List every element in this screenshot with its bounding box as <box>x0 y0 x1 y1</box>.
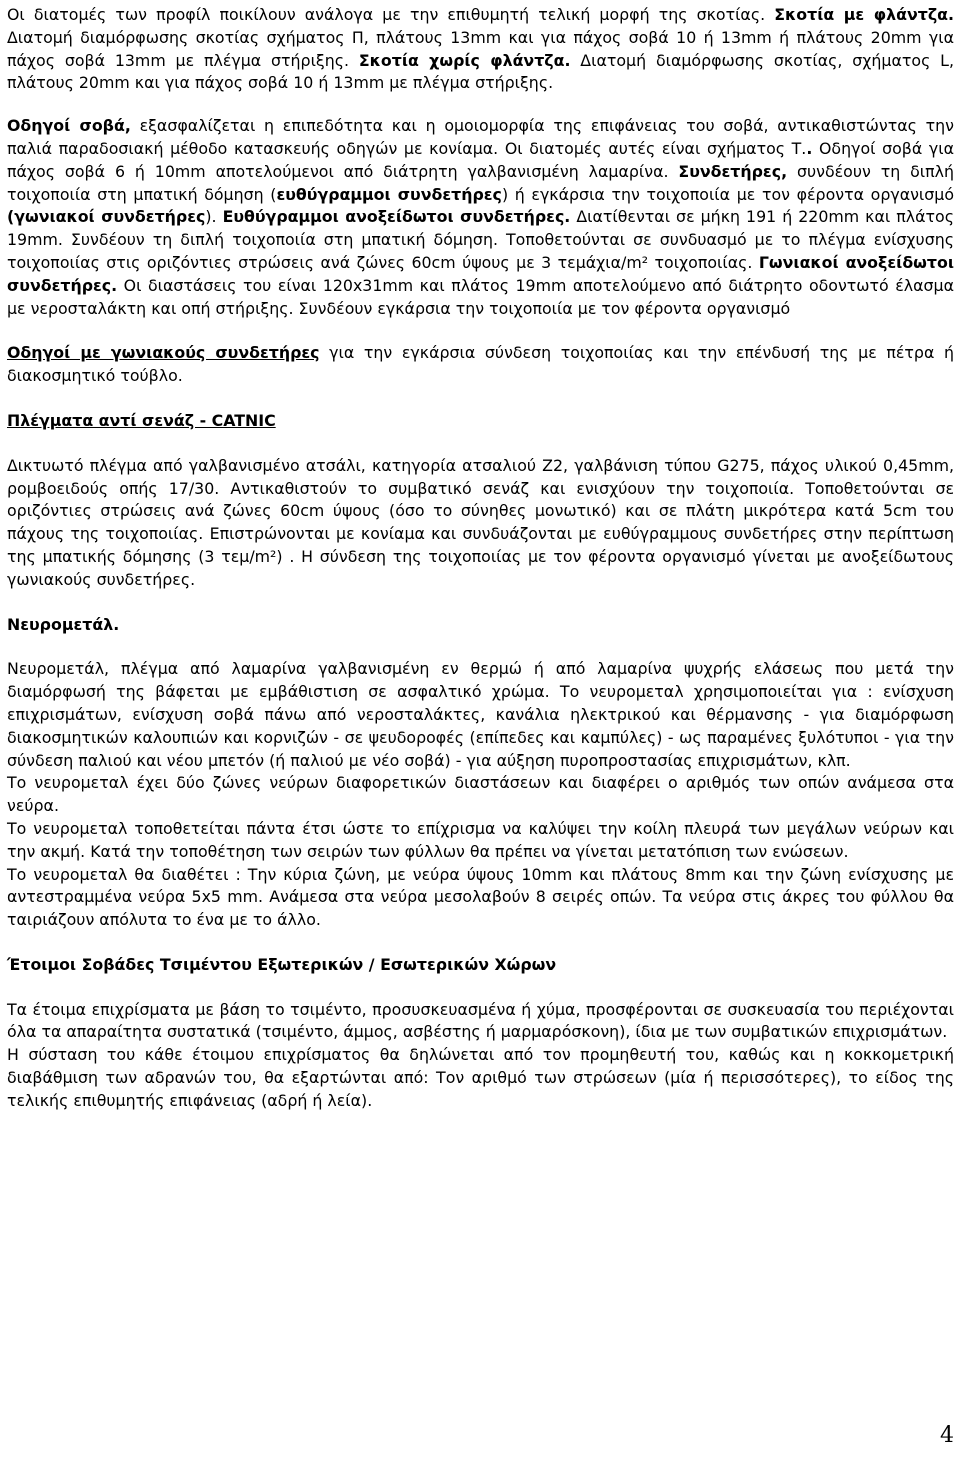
page-number: 4 <box>940 1423 954 1448</box>
heading-catnic: Πλέγματα αντί σενάζ - CATNIC <box>7 410 276 430</box>
heading-neurometal: Νευρομετάλ. <box>7 614 120 634</box>
paragraph-skotia: Οι διατομές των προφίλ ποικίλουν ανάλογα με την επιθυμητή τελική μορφή της σκοτίας. Σκοτία με φλάντζα. Διατομή διαμόρφωσης σκοτίας σχήματος Π, πλάτους 13mm και για πάχος σοβά 10 ή 13mm ή πλάτους 20mm για πάχος σοβά 13mm με πλέγμα στήριξης. Σκοτία χωρίς φλάντζα. Διατομή διαμόρφωσης σκοτίας, σχήματος L, πλάτους 20mm και για πάχος σοβά 10 ή 13mm με πλέγμα στήριξης. <box>7 5 955 93</box>
paragraph-neurometal-3: Το νευρομεταλ τοποθετείται πάντα έτσι ώστε το επίχρισμα να καλύψει την κοίλη πλευρά των μεγάλων νεύρων και την ακμή. Κατά την τοποθέτηση των σειρών των φύλλων θα πρέπει να γίνεται μετατόπιση των ενώσεων. <box>7 818 954 861</box>
paragraph-neurometal-4: Το νευρομεταλ θα διαθέτει : Την κύρια ζώνη, με νεύρα ύψους 10mm και πλάτους 8mm και την ζώνη ενίσχυσης με αντεστραμμένα νεύρα 5x5 mm. Ανάμεσα στα νεύρα μεσολαβούν 8 σειρές οπών. Τα νεύρα στις άκρες του φύλλου θα ταιριάζουν απόλυτα το ένα με το άλλο. <box>7 864 954 930</box>
heading-etoimoi-sovades: Έτοιμοι Σοβάδες Τσιμέντου Εξωτερικών / Εσωτερικών Χώρων <box>7 954 557 974</box>
paragraph-odigoi-sova: Οδηγοί σοβά, εξασφαλίζεται η επιπεδότητα και η ομοιομορφία της επιφάνειας του σοβά, αντικαθιστώντας την παλιά παραδοσιακή μέθοδο κατασκευής οδηγών με κονίαμα. Οι διατομές αυτές είναι σχήματος Τ.. Οδηγοί σοβά για πάχος σοβά 6 ή 10mm αποτελούμενοι από διάτρητη γαλβανισμένη λαμαρίνα. Συνδετήρες, συνδέουν τη διπλή τοιχοποιία στη μπατική δόμηση (ευθύγραμμοι συνδετήρες) ή εγκάρσια την τοιχοποιία με τον φέροντα οργανισμό (γωνιακοί συνδετήρες). Ευθύγραμμοι ανοξείδωτοι συνδετήρες. Διατίθενται σε μήκη 191 ή 220mm και πλάτος 19mm. Συνδέουν τη διπλή τοιχοποιία στη μπατική δόμηση. Τοποθετούνται σε συνδυασμό με το πλέγμα ενίσχυσης τοιχοποιίας στις οριζόντιες στρώσεις ανά ζώνες 60cm ύψους με 3 τεμάχια/m² τοιχοποιίας. Γωνιακοί ανοξείδωτοι συνδετήρες. Οι διαστάσεις του είναι 120x31mm και πλάτος 19mm αποτελούμενο από διάτρητο οδοντωτό έλασμα με νεροσταλάκτη και οπή στήριξης. Συνδέουν εγκάρσια την τοιχοποιία με τον φέροντα οργανισμό <box>7 116 955 318</box>
paragraph-catnic: Δικτυωτό πλέγμα από γαλβανισμένο ατσάλι, κατηγορία ατσαλιού Ζ2, γαλβάνιση τύπου G275, πάχος υλικού 0,45mm, ρομβοειδούς οπής 17/30. Αντικαθιστούν το συμβατικό σενάζ και ενισχύουν την τοιχοποιία. Τοποθετούνται σε οριζόντιες στρώσεις ανά ζώνες 60cm ύψους (όσο το σύνηθες μονωτικό) και σε πλάτη μικρότερα κατά 5cm του πάχους της τοιχοποιίας. Επιστρώνονται με κονίαμα και συνδυάζονται με ευθύγραμμους συνδετήρες στην περίπτωση της μπατικής δόμησης (3 τεμ/m²) . Η σύνδεση της τοιχοποιίας με τον φέροντα οργανισμό γίνεται με ανοξείδωτους γωνιακούς συνδετήρες. <box>7 455 954 589</box>
paragraph-etoimoi-2: Η σύσταση του κάθε έτοιμου επιχρίσματος θα δηλώνεται από τον προμηθευτή του, καθώς και η κοκκομετρική διαβάθμιση των αδρανών του, θα εξαρτώνται από: Τον αριθμό των στρώσεων (μία ή περισσότερες), το είδος της τελικής επιθυμητής επιφάνειας (αδρή ή λεία). <box>7 1045 954 1110</box>
paragraph-neurometal-2: Το νευρομεταλ έχει δύο ζώνες νεύρων διαφορετικών διαστάσεων και διαφέρει ο αριθμός των οπών ανάμεσα στα νεύρα. <box>7 773 954 816</box>
document-page <box>7 4 954 1113</box>
paragraph-gwniakoi: Οδηγοί με γωνιακούς συνδετήρες για την εγκάρσια σύνδεση τοιχοποιίας και την επένδυσή της με πέτρα ή διακοσμητικό τούβλο. <box>7 343 955 386</box>
paragraph-etoimoi-1: Τα έτοιμα επιχρίσματα με βάση το τσιμέντο, προσυσκευασμένα ή χύμα, προσφέρονται σε συσκευασία του περιέχονται όλα τα απαραίτητα συστατικά (τσιμέντο, άμμος, ασβέστης ή μαρμαρόσκονη), ίδια με των συμβατικών επιχρισμάτων. <box>7 999 954 1042</box>
paragraph-neurometal-1: Νευρομετάλ, πλέγμα από λαμαρίνα γαλβανισμένη εν θερμώ ή από λαμαρίνα ψυχρής ελάσεως που μετά την διαμόρφωσή της βάφεται με εμβάθιστιση σε ασφαλτικό χρώμα. Το νευρομεταλ χρησιμοποιείται για : ενίσχυση επιχρισμάτων, ενίσχυση σοβά πάνω από νεροσταλάκτες, κανάλια ηλεκτρικού και θέρμανσης - για διαμόρφωση διακοσμητικών καλουπιών και κορνιζών - σε ψευδοροφές (επίπεδες και καμπύλες) - ως παραμένες ξυλότυποι - για την σύνδεση παλιού και νέου μπετόν (ή παλιού με νέο σοβά) - για αύξηση πυροπροστασίας επιχρισμάτων, κλπ. <box>7 659 954 770</box>
